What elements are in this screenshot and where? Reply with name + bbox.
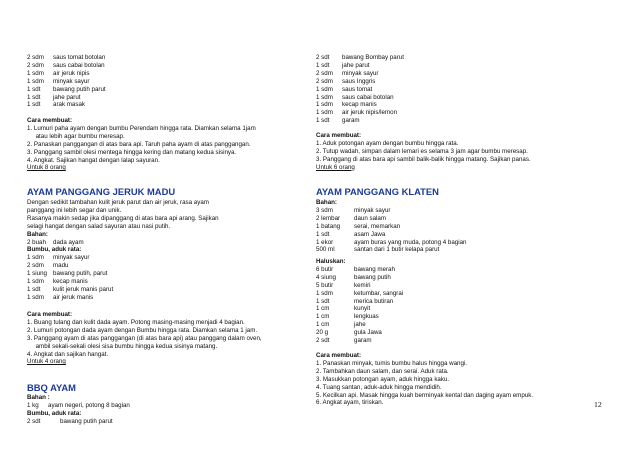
ingredient-row: 1 sdt bawang putih parut (27, 85, 106, 93)
instructions (27, 117, 292, 172)
ingredient-row: 1 cm jahe (316, 321, 366, 329)
step: 6. Angkat ayam, tiriskan. (316, 399, 384, 407)
ingredient-row: 1 siung bawang putih, parut (27, 270, 108, 278)
section-label: Bahan: (27, 230, 48, 238)
step: 2. Tutup wadah, simpan dalam lemari es selama 3 jam agar bumbu meresap. (316, 147, 528, 155)
ingredient-row: 500 ml santan dari 1 butir kelapa parut (316, 246, 440, 254)
step: 2. Panaskan panggangan di atas bara api. Taruh paha ayam di atas panggangan. (27, 140, 251, 148)
step: 1. Panaskan minyak, tumis bumbu halus hingga wangi. (316, 359, 467, 367)
serving-note: Untuk 6 orang (316, 163, 355, 171)
step: 3. Panggang ayam di atas panggangan (di atas bara api) atau panggang dalam oven, (27, 334, 262, 342)
step: 3. Masukkan potongan ayam, aduk hingga kaku. (316, 375, 450, 383)
ingredient-row: 1 sdt jahe parut (27, 93, 81, 101)
ingredient-row: 2 sdm minyak sayur (316, 69, 379, 77)
ingredient-row: 1 sdm kecap manis (316, 101, 377, 109)
step: 1. Aduk potongan ayam dengan bumbu hingga rata. (316, 139, 459, 147)
ingredient-row: 1 ekor ayam buras yang muda, potong 4 bagian (316, 238, 467, 246)
ingredient-row: 1 cm kunyit (316, 305, 371, 313)
ingredient-row: 1 sdt kulit jeruk manis parut (27, 285, 114, 293)
ingredient-list (316, 54, 616, 125)
instructions (27, 311, 292, 366)
step: 1. Buang tulang dan kulit dada ayam. Potong masing-masing menjadi 4 bagian. (27, 318, 245, 326)
recipe-body (27, 394, 292, 426)
step: 4. Angkat dan sajikan hangat. (27, 350, 109, 358)
ingredient-row: 2 sdt garam (316, 337, 372, 345)
ingredient-row: 2 buah dada ayam (27, 238, 84, 246)
ingredient-row: 6 butir bawang merah (316, 265, 395, 273)
step: 4. Tuang santan, aduk-aduk hingga mendidih. (316, 383, 442, 391)
recipe-body (27, 199, 292, 302)
ingredient-row: 1 sdm minyak sayur (27, 254, 90, 262)
ingredient-row: 2 sdm saus tomat botolan (27, 54, 106, 61)
ingredient-row: 1 cm lengkuas (316, 313, 379, 321)
step: 2. Tambahkan daun salam, dan serai. Aduk rata. (316, 367, 449, 375)
section-label: Cara membuat: (27, 311, 73, 318)
ingredient-row: 1 sdm ketumbar, sangrai (316, 289, 404, 297)
ingredient-row: 1 sdm air jeruk nipis/lemon (316, 109, 398, 117)
ingredient-row: 1 sdt jahe parut (316, 61, 370, 69)
recipe-title: AYAM PANGGANG JERUK MADU (27, 186, 176, 197)
serving-note: Untuk 8 orang (27, 164, 66, 172)
section-label: Haluskan: (316, 258, 346, 265)
section-label: Bumbu, aduk rata: (27, 409, 82, 417)
step: 4. Angkat. Sajikan hangat dengan lalap sayuran. (27, 156, 160, 164)
ingredient-row: 2 sdt bawang putih parut (27, 417, 113, 425)
serving-note: Untuk 4 orang (27, 358, 66, 366)
intro-line: selagi hangat dengan salad sayuran atau nasi putih. (27, 222, 171, 230)
ingredient-row: 1 sdt merica butiran (316, 297, 394, 305)
ingredient-row: 5 butir kemiri (316, 281, 371, 289)
ingredient-row: 2 sdt bawang Bombay parut (316, 54, 404, 61)
ingredient-row: 1 sdt garam (316, 117, 360, 125)
section-label: Bahan : (27, 394, 50, 401)
ingredient-row: 1 sdm air jeruk nipis (27, 69, 90, 77)
ingredient-row: 2 lembar daun salam (316, 214, 386, 222)
ingredient-row: 1 sdm minyak sayur (27, 77, 90, 85)
ingredient-row: 3 sdm minyak sayur (316, 206, 391, 214)
ingredient-row: 2 sdm madu (27, 262, 69, 270)
section-label: Cara membuat: (316, 352, 362, 359)
ingredient-row: 1 sdt arak masak (27, 101, 85, 109)
section-label: Cara membuat: (27, 117, 73, 124)
recipe-title: BBQ AYAM (27, 382, 76, 393)
ingredient-row: 20 g gula Jawa (316, 329, 382, 337)
ingredient-row: 1 kg ayam negeri, potong 8 bagian (27, 401, 130, 409)
recipe-body (316, 199, 616, 254)
ingredient-row: 1 sdm saus cabai botolan (316, 93, 394, 101)
ingredient-row: 1 sdm air jeruk manis (27, 293, 94, 301)
intro-line: panggang ini lebih segar dan unik. (27, 206, 122, 214)
section-label: Bahan: (316, 199, 337, 206)
step: 1. Lumuri paha ayam dengan bumbu Perendam hingga rata. Diamkan selama 1jam (27, 124, 256, 132)
recipe-title: AYAM PANGGANG KLATEN (316, 186, 439, 197)
ingredient-row: 1 batang serai, memarkan (316, 222, 401, 230)
ingredient-row: 1 sdt asam Jawa (316, 230, 386, 238)
section-label: Cara membuat: (316, 132, 362, 139)
instructions (316, 352, 616, 407)
step: 3. Panggang sambil olesi mentega hingga kering dan matang kedua sisinya. (27, 148, 237, 156)
step: ambil sekali-sekali olesi sisa bumbu hingga kedua sisinya matang. (27, 342, 218, 350)
ingredient-row: 2 sdm saus Inggris (316, 77, 376, 85)
ingredient-row: 1 sdm kecap manis (27, 278, 88, 286)
ingredient-list (27, 54, 292, 109)
instructions (316, 132, 616, 172)
ingredient-row: 2 sdm saus cabai botolan (27, 61, 105, 69)
section-label: Bumbu, aduk rata: (27, 246, 82, 254)
ingredient-row: 4 siung bawang putih (316, 273, 391, 281)
step: atau lebih agar bumbu meresap. (27, 132, 125, 140)
intro-line: Dengan sedikit tambahan kulit jeruk parut dan air jeruk, rasa ayam (27, 199, 209, 206)
paste-list (316, 258, 616, 345)
step: 3. Panggang di atas bara api sambil balik-balik hingga matang. Sajikan panas. (316, 155, 531, 163)
step: 5. Kecilkan api. Masak hingga kuah berminyak kental dan daging ayam empuk. (316, 391, 534, 399)
ingredient-row: 1 sdm saus tomat (316, 85, 373, 93)
page-number: 12 (594, 400, 602, 409)
intro-line: Rasanya makin sedap jika dipanggang di atas bara api arang. Sajikan (27, 214, 219, 222)
step: 2. Lumuri potongan dada ayam dengan Bumbu hingga rata. Diamkan selama 1 jam. (27, 326, 258, 334)
